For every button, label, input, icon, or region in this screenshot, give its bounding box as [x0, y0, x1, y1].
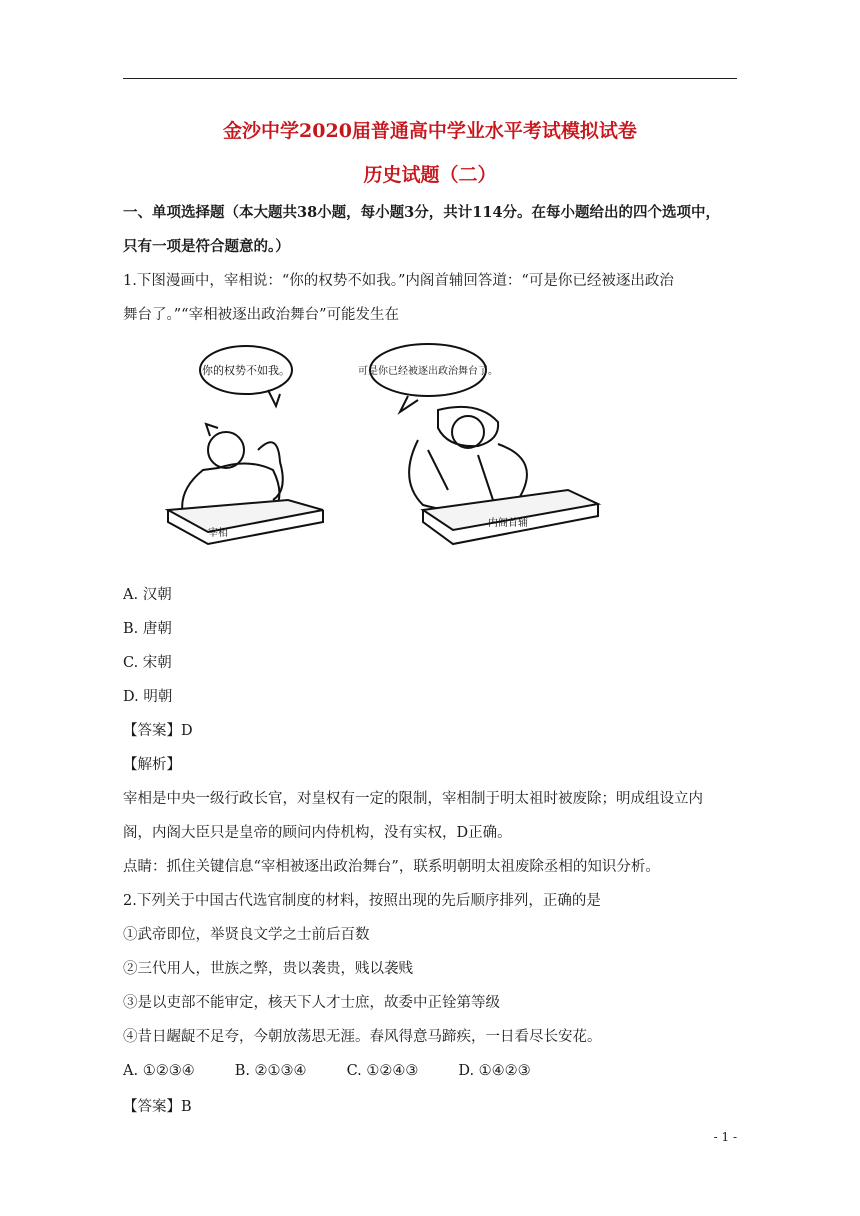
section-heading-line2: 只有一项是符合题意的。） [123, 238, 290, 255]
q2-option-b: B. ②①③④ [234, 1063, 307, 1079]
q2-option-d: D. ①④②③ [458, 1063, 531, 1079]
exam-subtitle: 历史试题（二） [363, 164, 497, 186]
right-speech-bubble-text: 可是你已经被逐出政治舞台了。 [358, 366, 498, 377]
q1-option-d: D. 明朝 [123, 689, 173, 705]
q2-item-1: ①武帝即位，举贤良文学之士前后百数 [123, 927, 370, 943]
header-rule [123, 78, 737, 79]
q2-item-3: ③是以吏部不能审定，核天下人才士庶，故委中正铨第等级 [123, 995, 500, 1011]
secretary-plinth-label: 内阁首辅 [488, 518, 528, 529]
page-number: - 1 - [713, 1130, 737, 1144]
q1-stem-line1: 1.下图漫画中，宰相说：“你的权势不如我。”内阁首辅回答道：“可是你已经被逐出政治 [123, 273, 674, 289]
q2-stem: 2.下列关于中国古代选官制度的材料，按照出现的先后顺序排列，正确的是 [123, 893, 601, 909]
q2-answer: 【答案】B [123, 1099, 192, 1115]
q1-analysis-label: 【解析】 [123, 757, 181, 773]
cartoon-image [148, 340, 608, 552]
q2-item-4: ④昔日龌龊不足夸，今朝放荡思无涯。春风得意马蹄疾，一日看尽长安花。 [123, 1029, 602, 1045]
exam-title: 金沙中学2020届普通高中学业水平考试模拟试卷 [223, 120, 637, 142]
q1-answer: 【答案】D [123, 723, 193, 739]
q2-option-a: A. ①②③④ [123, 1063, 195, 1079]
q1-analysis-line1: 宰相是中央一级行政长官，对皇权有一定的限制，宰相制于明太祖时被废除；明成组设立内 [123, 791, 703, 807]
chancellor-plinth-label: 宰相 [208, 528, 228, 539]
q1-analysis-line2: 阁，内阁大臣只是皇帝的顾问内侍机构，没有实权，D正确。 [123, 825, 512, 841]
q1-stem-line2: 舞台了。”“宰相被逐出政治舞台”可能发生在 [123, 307, 399, 323]
q1-comment: 点睛：抓住关键信息“宰相被逐出政治舞台”，联系明朝明太祖废除丞相的知识分析。 [123, 859, 660, 875]
left-speech-bubble-text: 你的权势不如我。 [202, 364, 290, 377]
q2-options [123, 1061, 737, 1081]
q1-option-b: B. 唐朝 [123, 621, 172, 637]
q1-option-a: A. 汉朝 [123, 587, 172, 603]
q2-item-2: ②三代用人，世族之弊，贵以袭贵，贱以袭贱 [123, 961, 413, 977]
q1-option-c: C. 宋朝 [123, 655, 172, 671]
section-heading-line1: 一、单项选择题（本大题共38小题，每小题3分，共计114分。在每小题给出的四个选项中， [123, 204, 721, 221]
q2-option-c: C. ①②④③ [346, 1063, 419, 1079]
